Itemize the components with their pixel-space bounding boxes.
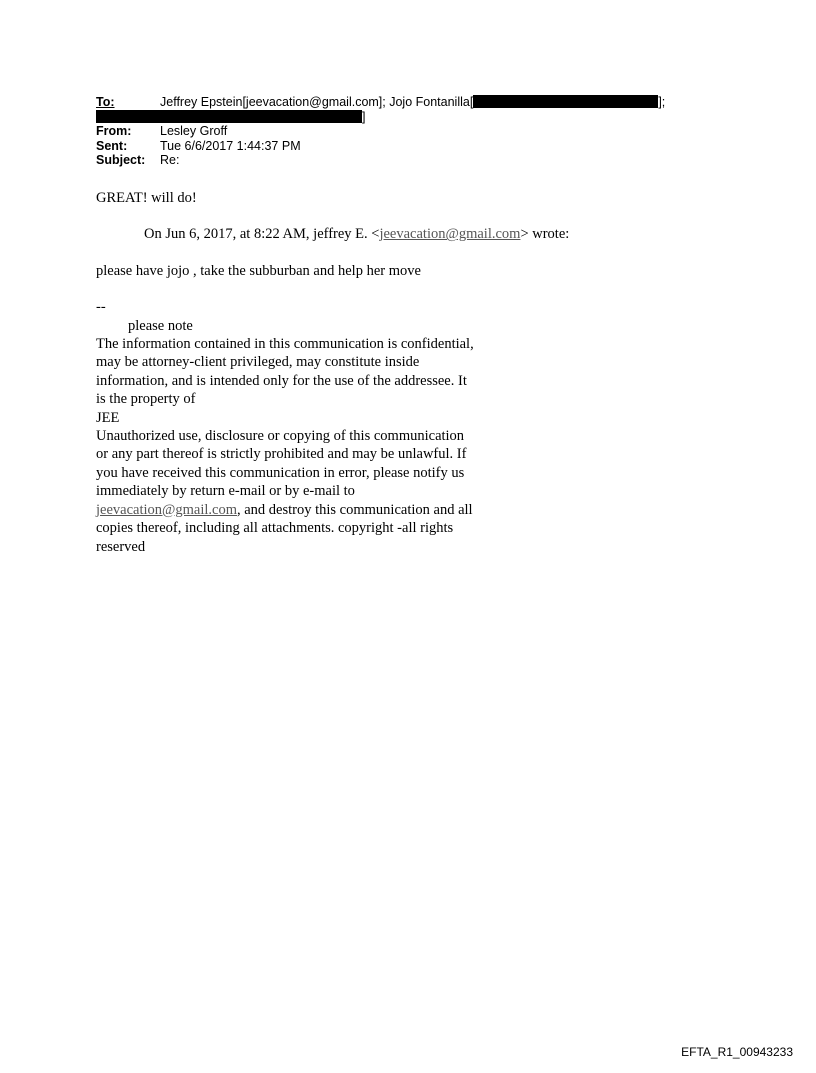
quoted-message: please have jojo , take the subburban and help her move [96,262,421,279]
quote-prefix: On Jun 6, 2017, at 8:22 AM, jeffrey E. < [144,226,380,243]
subject-value: Re: [160,153,180,167]
email-body [96,189,570,556]
to-value-close: ] [362,109,366,124]
note-title: please note [128,317,193,334]
disclaimer-email-link[interactable]: jeevacation@gmail.com [96,501,237,518]
quote-attribution [96,225,570,243]
disclaimer-text-a: Unauthorized use, disclosure or copying of this communication or any part thereof is strictly prohibited and may be unlawful. If you have received this communication in error, please notify us immediately by return e-mail or by e-mail to [96,428,467,500]
reply-text: GREAT! will do! [96,190,197,206]
disclaimer-owner: JEE [96,409,120,426]
redaction-box [96,110,362,123]
disclaimer-paragraph-1: The information contained in this communication is confidential, may be attorney-client privileged, may constitute inside information, and is intended only for the use of the addressee. It is the property of [96,336,474,408]
subject-label: Subject: [96,153,146,167]
to-value [160,95,665,110]
from-label: From: [96,124,132,138]
sent-value: Tue 6/6/2017 1:44:37 PM [160,138,301,153]
document-id: EFTA_R1_00943233 [681,1045,793,1059]
to-recipients: Jeffrey Epstein[jeevacation@gmail.com]; Jojo Fontanilla[ [160,95,474,109]
disclaimer-text-b: , and destroy this communication and all copies thereof, including all attachments. copyright -all rights reserved [96,501,473,555]
quote-email-link[interactable]: jeevacation@gmail.com [379,226,521,243]
to-value-continued [96,110,365,125]
signature-separator: -- [96,299,106,316]
from-value: Lesley Groff [160,124,228,138]
disclaimer-paragraph-2 [96,427,476,556]
quote-suffix: > wrote: [520,226,570,243]
redaction-box [473,95,658,108]
sent-label: Sent: [96,138,128,153]
to-value-end: ]; [658,95,666,109]
to-label: To: [96,95,115,109]
